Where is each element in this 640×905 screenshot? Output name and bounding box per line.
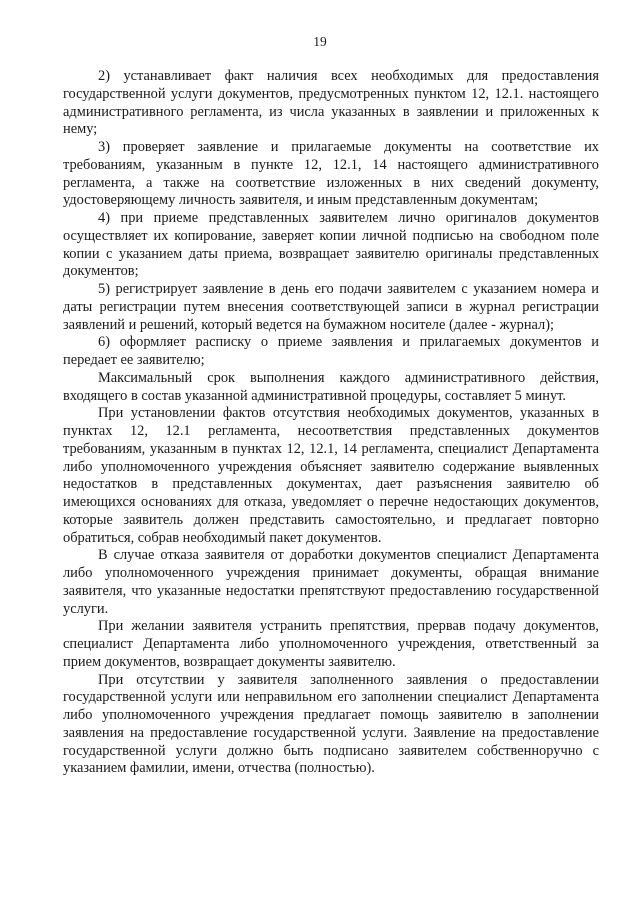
paragraph-item-6: 6) оформляет расписку о приеме заявления и прилагаемых документов и передает ее заявителю; <box>63 334 599 368</box>
paragraph-max-duration: Максимальный срок выполнения каждого административного действия, входящего в состав указанной административной процедуры, составляет 5 минут. <box>63 369 599 404</box>
paragraph-item-5: 5) регистрирует заявление в день его подачи заявителем с указанием номера и даты регистрации путем внесения соответствующей записи в журнал регистрации заявлений и решений, который ведется на бумажном носителе (далее - журнал); <box>63 281 599 333</box>
paragraph-missing-documents: При установлении фактов отсутствия необходимых документов, указанных в пунктах 12, 12.1 регламента, несоответствия представленных документов требованиям, указанным в пунктах 12, 12.1, 14 регламента, специалист Департамента либо уполномоченного учреждения объясняет заявителю содержание выявленных недостатков в представленных документах, дает разъяснения заявителю об имеющихся основаниях для отказа, уведомляет о перечне недостающих документов, которые заявитель должен представить самостоятельно, и предлагает повторно обратиться, собрав необходимый пакет документов. <box>63 405 599 546</box>
paragraph-item-3: 3) проверяет заявление и прилагаемые документы на соответствие их требованиям, указанным в пункте 12, 12.1, 14 настоящего административного регламента, а также на соответствие изложенных в них сведений документу, удостоверяющему личность заявителя, и иным представленным документам; <box>63 139 599 209</box>
paragraph-refusal-case: В случае отказа заявителя от доработки документов специалист Департамента либо уполномоченного учреждения принимает документы, обращая внимание заявителя, что указанные недостатки препятствуют предоставлению государственной услуги. <box>63 547 599 617</box>
document-body <box>63 68 599 778</box>
paragraph-return-documents: При желании заявителя устранить препятствия, прервав подачу документов, специалист Департамента либо уполномоченного учреждения, ответственный за прием документов, возвращает документы заявителю. <box>63 618 599 670</box>
paragraph-item-4: 4) при приеме представленных заявителем лично оригиналов документов осуществляет их копирование, заверяет копии личной подписью на свободном поле копии с указанием даты приема, возвращает заявителю оригиналы представленных документов; <box>63 210 599 280</box>
paragraph-application-help: При отсутствии у заявителя заполненного заявления о предоставлении государственной услуги или неправильном его заполнении специалист Департамента либо уполномоченного учреждения предлагает помощь заявителю в заполнении заявления на предоставление государственной услуги. Заявление на предоставление государственной услуги должно быть подписано заявителем собственноручно с указанием фамилии, имени, отчества (полностью). <box>63 671 599 777</box>
paragraph-item-2: 2) устанавливает факт наличия всех необходимых для предоставления государственной услуги документов, предусмотренных пунктом 12, 12.1. настоящего административного регламента, из числа указанных в заявлении и приложенных к нему; <box>63 68 599 138</box>
page-number: 19 <box>313 34 327 49</box>
